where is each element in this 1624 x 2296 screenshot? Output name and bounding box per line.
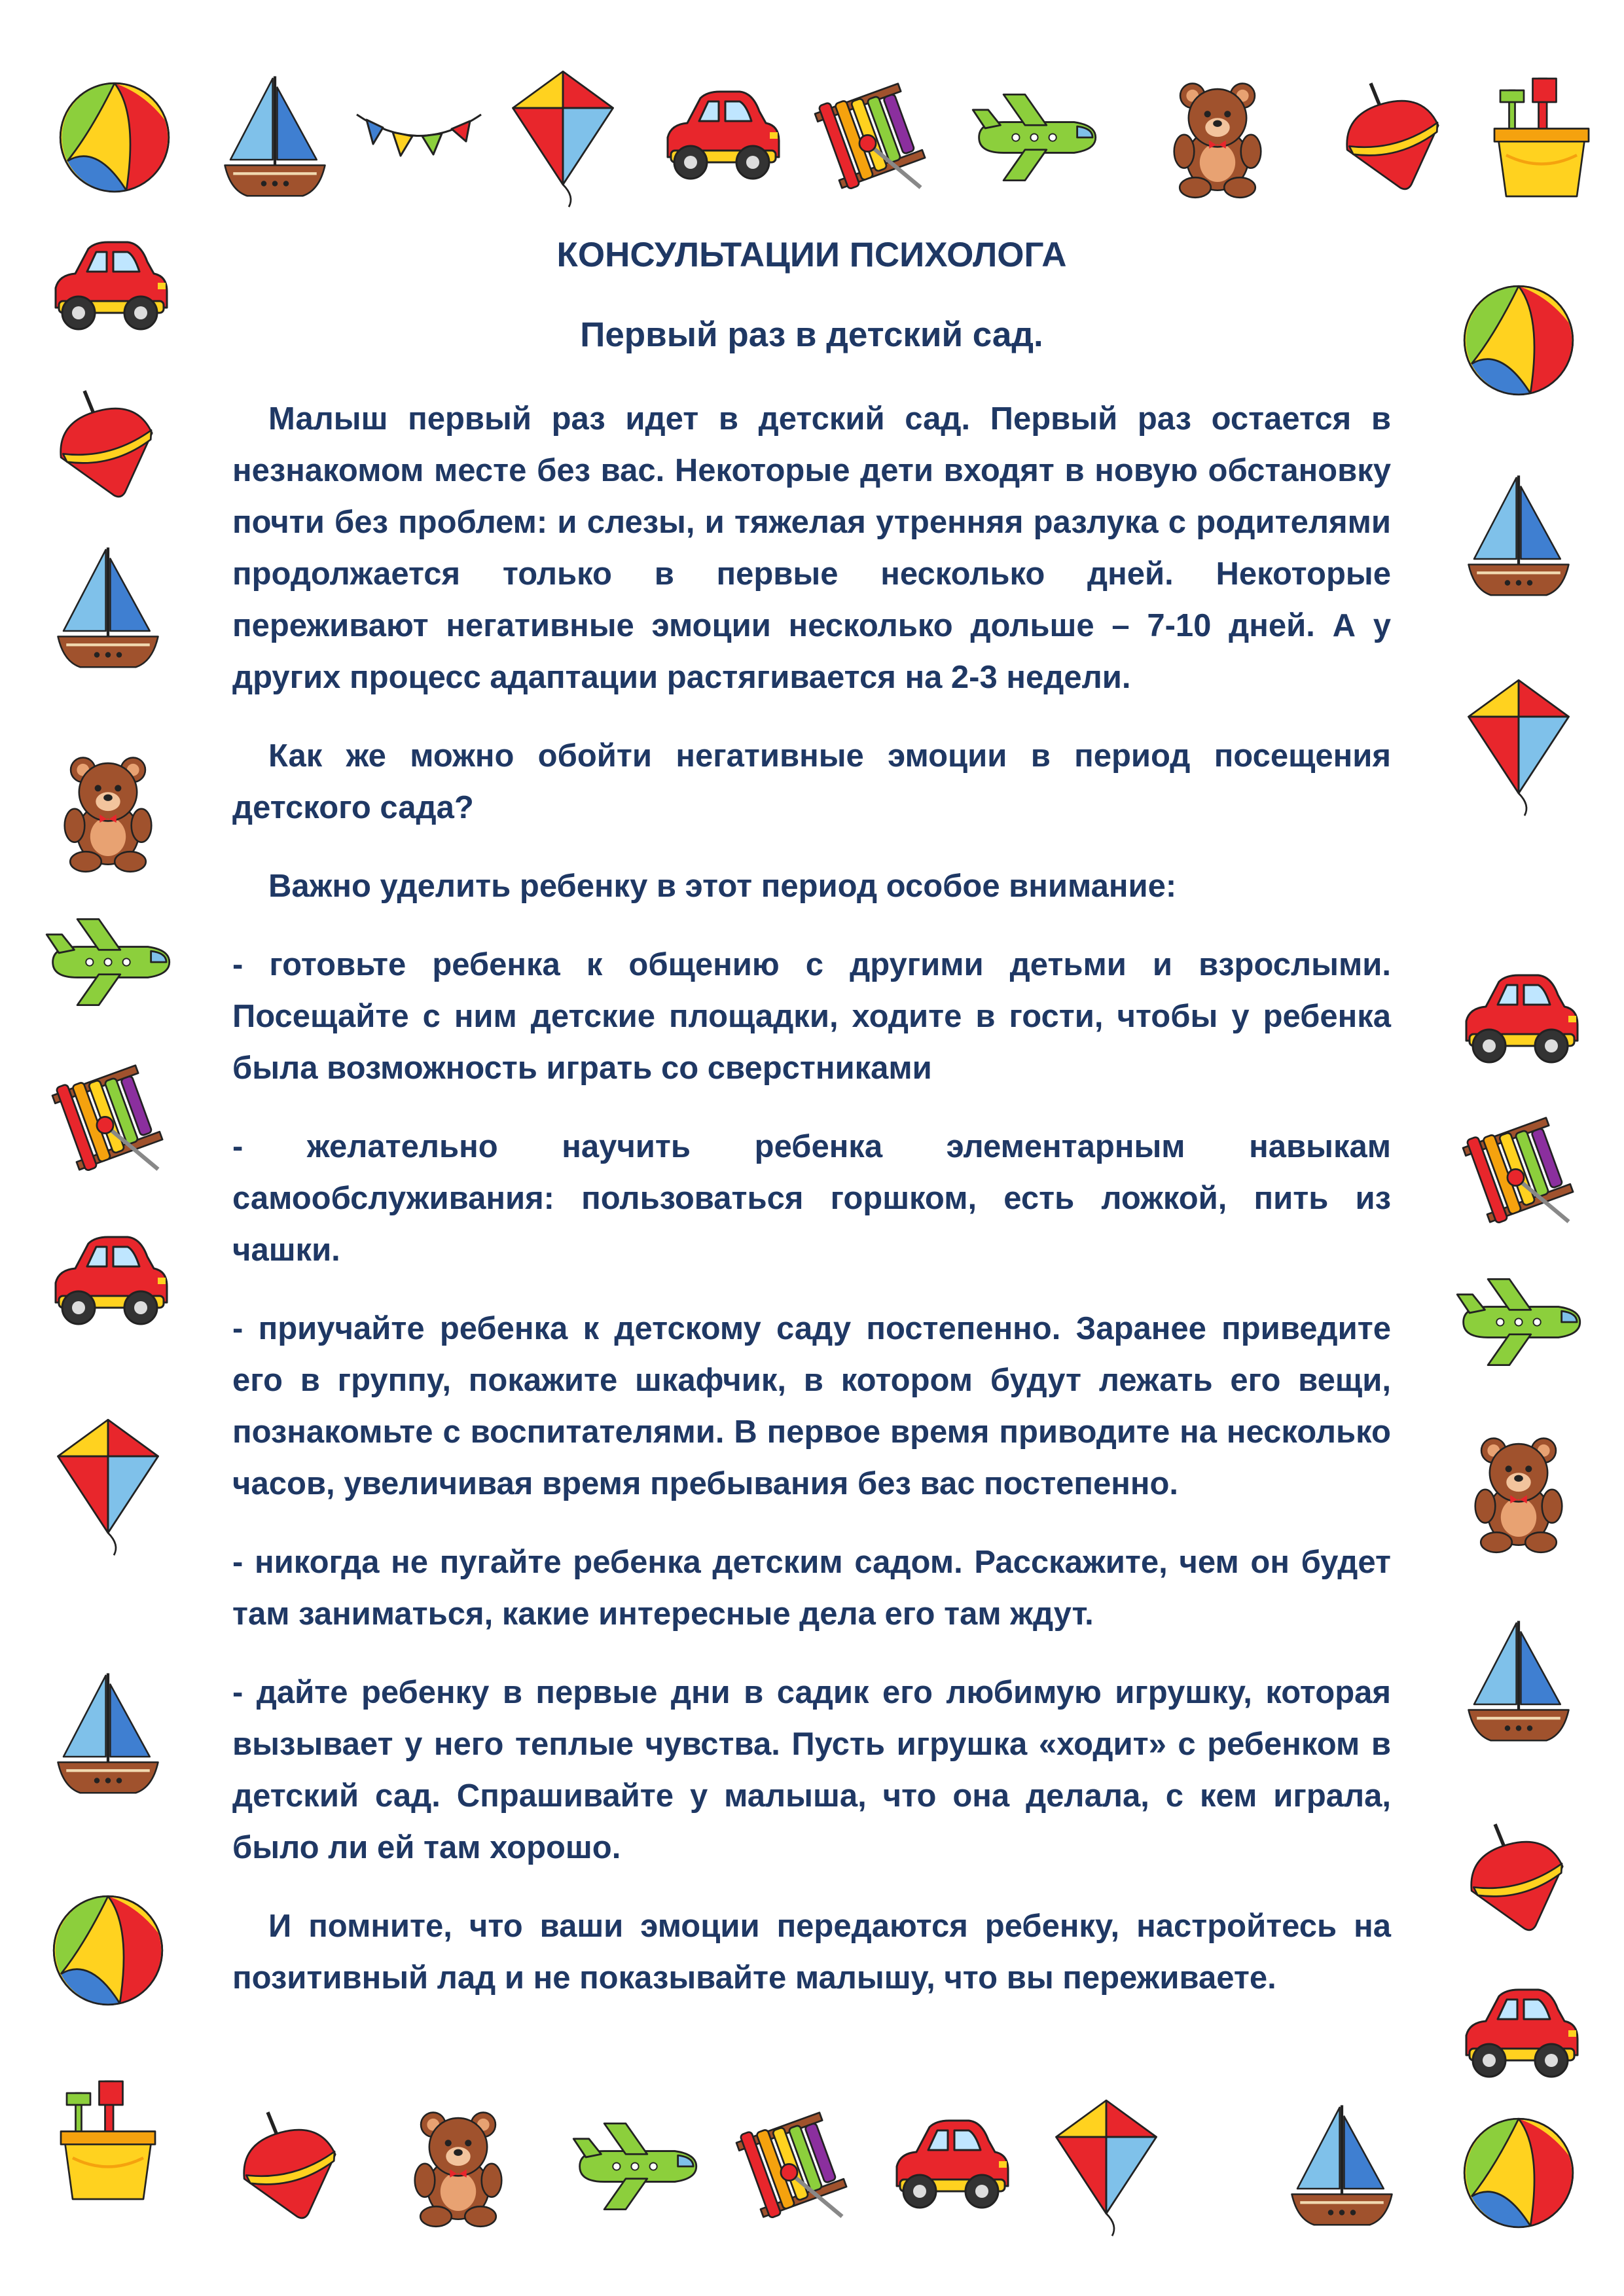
tip-gradual-adaptation: - приучайте ребенка к детскому саду постепенно. Заранее приведите его в группу, покажите шкафчик, в котором будут лежать его вещи, познакомьте с воспитателями. В первое время приводите на несколько часов, увеличивая время пребывания без вас постепенно.	[232, 1311, 1391, 1502]
sailboat-icon	[52, 1666, 164, 1803]
airplane-icon	[1450, 1273, 1587, 1371]
tip-favorite-toy: - дайте ребенку в первые дни в садик его любимую игрушку, которая вызывает у него теплые чувства. Пусть игрушка «ходит» с ребенком в детский сад. Спрашивайте у малыша, что она делала, с кем играла, было ли ей там хорошо.	[232, 1675, 1391, 1866]
car-icon	[1453, 1983, 1584, 2088]
sand-bucket-icon	[1483, 72, 1600, 203]
spinning-top-icon	[1460, 1820, 1578, 1937]
teddy-bear-icon	[1463, 1430, 1574, 1554]
airplane-icon	[39, 913, 177, 1011]
sailboat-icon	[1463, 1613, 1574, 1751]
car-icon	[1453, 969, 1584, 1073]
closing-paragraph: И помните, что ваши эмоции передаются ребенку, настройтесь на позитивный лад и не показывайте малышу, что вы переживаете.	[232, 1909, 1391, 1996]
page-title: КОНСУЛЬТАЦИИ ПСИХОЛОГА	[556, 236, 1067, 274]
spinning-top-icon	[49, 386, 167, 504]
airplane-icon	[566, 2117, 704, 2215]
spinning-top-icon	[1335, 79, 1453, 196]
sailboat-icon	[219, 69, 331, 206]
tip-no-scaring: - никогда не пугайте ребенка детским садом. Расскажите, чем он будет там заниматься, какие интересные дела его там ждут.	[232, 1545, 1391, 1632]
teddy-bear-icon	[52, 749, 164, 874]
teddy-bear-icon	[403, 2104, 514, 2229]
sailboat-icon	[1286, 2098, 1398, 2235]
question-paragraph: Как же можно обойти негативные эмоции в период посещения детского сада?	[232, 738, 1391, 826]
kite-icon	[504, 65, 622, 209]
page-subtitle: Первый раз в детский сад.	[580, 315, 1043, 354]
sailboat-icon	[1463, 468, 1574, 605]
tip-socialization: - готовьте ребенка к общению с другими детьми и взрослыми. Посещайте с ним детские площадки, ходите в гости, чтобы у ребенка была возможность играть со сверстниками	[232, 947, 1391, 1086]
bunting-icon	[353, 98, 484, 177]
airplane-icon	[965, 88, 1103, 187]
ball-icon	[49, 1892, 167, 2009]
kite-icon	[49, 1414, 167, 1558]
teddy-bear-icon	[1162, 75, 1273, 200]
kite-icon	[1460, 674, 1578, 818]
car-icon	[655, 85, 785, 190]
ball-icon	[1460, 2114, 1578, 2232]
xylophone-icon	[49, 1060, 167, 1178]
intro-paragraph: Малыш первый раз идет в детский сад. Первый раз остается в незнакомом месте без вас. Некоторые дети входят в новую обстановку почти без проблем: и слезы, и тяжелая утренняя разлука с родителями продолжается только в первые несколько дней. Некоторые переживают негативные эмоции несколько дольше – 7-10 дней. А у других процесс адаптации растягивается на 2-3 недели.	[232, 401, 1391, 696]
car-icon	[884, 2114, 1015, 2219]
ball-icon	[56, 79, 173, 196]
sailboat-icon	[52, 540, 164, 677]
sand-bucket-icon	[49, 2075, 167, 2206]
ball-icon	[1460, 281, 1578, 399]
xylophone-icon	[1460, 1113, 1578, 1230]
kite-icon	[1047, 2094, 1165, 2238]
xylophone-icon	[733, 2108, 851, 2225]
car-icon	[43, 1230, 173, 1335]
xylophone-icon	[812, 79, 929, 196]
consultation-article	[232, 234, 1391, 2031]
attention-paragraph: Важно уделить ребенку в этот период особое внимание:	[268, 869, 1177, 905]
car-icon	[43, 236, 173, 340]
spinning-top-icon	[232, 2108, 350, 2225]
tip-self-care: - желательно научить ребенка элементарным навыкам самообслуживания: пользоваться горшком, есть ложкой, пить из чашки.	[232, 1129, 1391, 1268]
